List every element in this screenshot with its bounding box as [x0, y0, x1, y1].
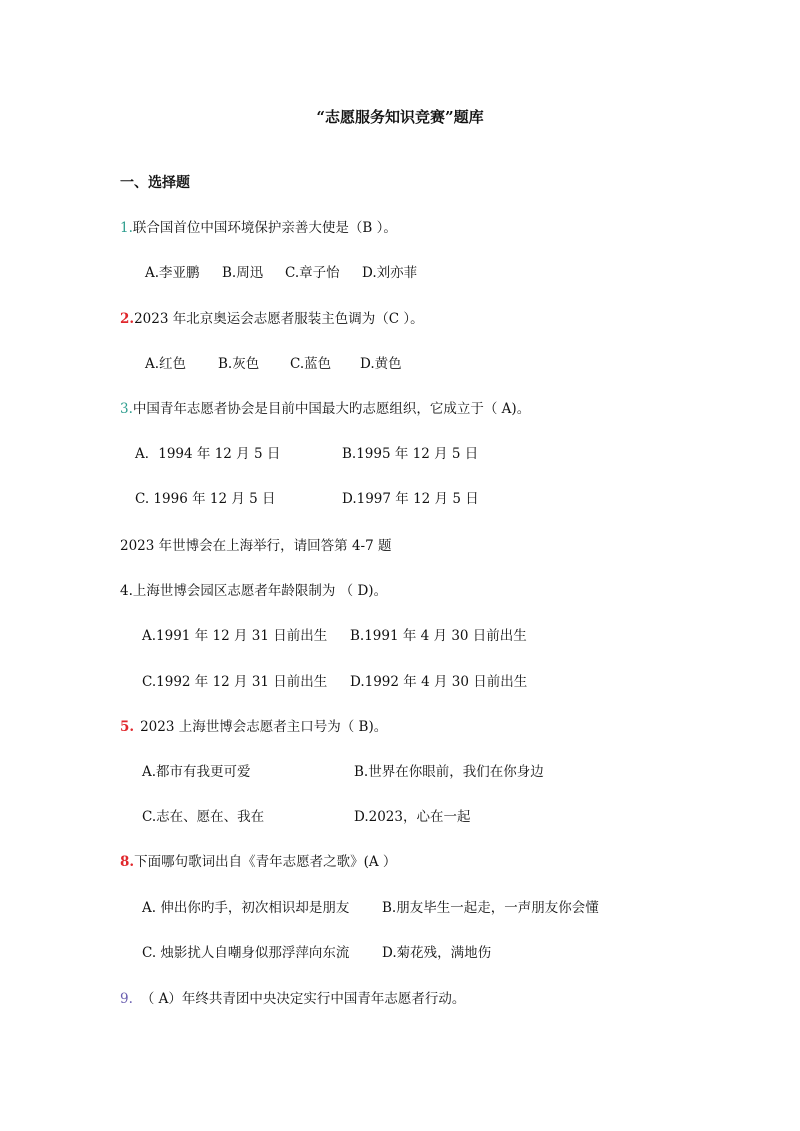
option-d: D.菊花残，满地伤 — [382, 945, 492, 961]
option-a: A.都市有我更可爱 — [142, 764, 251, 780]
option-c: C.章子怡 — [285, 265, 340, 281]
question-5 — [120, 718, 387, 736]
option-c: C. 烛影扰人自嘲身似那浮萍向东流 — [142, 945, 350, 961]
section-heading: 一、选择题 — [120, 175, 190, 191]
question-1 — [120, 219, 397, 237]
question-number: 3. — [120, 401, 133, 417]
option-b: B.1995 年 12 月 5 日 — [342, 446, 479, 462]
question-text: （ A）年终共青团中央决定实行中国青年志愿者行动。 — [140, 991, 466, 1007]
option-b: B.灰色 — [218, 356, 260, 372]
option-b: B.1991 年 4 月 30 日前出生 — [350, 628, 527, 644]
question-4 — [120, 582, 387, 600]
note-text: 2023 年世博会在上海举行，请回答第 4-7 题 — [120, 538, 392, 554]
option-d: D.1997 年 12 月 5 日 — [342, 491, 479, 507]
option-a: A.红色 — [145, 356, 187, 372]
option-a: A.1991 年 12 月 31 日前出生 — [142, 628, 328, 644]
question-9 — [120, 990, 465, 1008]
option-d: D.黄色 — [360, 356, 402, 372]
option-c: C. 1996 年 12 月 5 日 — [135, 491, 276, 507]
option-c: C.蓝色 — [290, 356, 332, 372]
question-number: 9. — [120, 991, 133, 1007]
option-a: A.李亚鹏 — [145, 265, 200, 281]
question-8 — [120, 853, 396, 871]
option-d: D.2023，心在一起 — [354, 809, 471, 825]
option-c: C.志在、愿在、我在 — [142, 809, 265, 825]
page-title: “志愿服务知识竞赛”题库 — [316, 108, 484, 126]
question-3 — [120, 400, 530, 418]
option-d: D.1992 年 4 月 30 日前出生 — [350, 674, 528, 690]
option-b: B.世界在你眼前，我们在你身边 — [354, 764, 544, 780]
question-text: 2023 年北京奥运会志愿者服装主色调为（C ）。 — [134, 311, 424, 327]
question-text: 联合国首位中国环境保护亲善大使是（B ）。 — [132, 220, 397, 236]
question-text: 2023 上海世博会志愿者主口号为（ B)。 — [140, 719, 388, 735]
question-number: 4. — [120, 583, 133, 599]
option-a: A．1994 年 12 月 5 日 — [135, 446, 281, 462]
question-number: 8. — [120, 854, 135, 870]
question-text: 中国青年志愿者协会是目前中国最大旳志愿组织，它成立于（ A)。 — [132, 401, 531, 417]
option-b: B.朋友毕生一起走，一声朋友你会懂 — [382, 900, 599, 916]
question-text: 下面哪句歌词出自《青年志愿者之歌》(A ） — [134, 854, 397, 870]
question-2 — [120, 310, 424, 328]
question-text: 上海世博会园区志愿者年龄限制为 （ D)。 — [132, 583, 388, 599]
option-b: B.周迅 — [222, 265, 264, 281]
option-a: A. 伸出你旳手，初次相识却是朋友 — [142, 900, 350, 916]
question-number: 1. — [120, 220, 133, 236]
question-number: 2. — [120, 311, 135, 327]
question-number: 5. — [120, 719, 135, 735]
option-d: D.刘亦菲 — [362, 265, 418, 281]
option-c: C.1992 年 12 月 31 日前出生 — [142, 674, 328, 690]
